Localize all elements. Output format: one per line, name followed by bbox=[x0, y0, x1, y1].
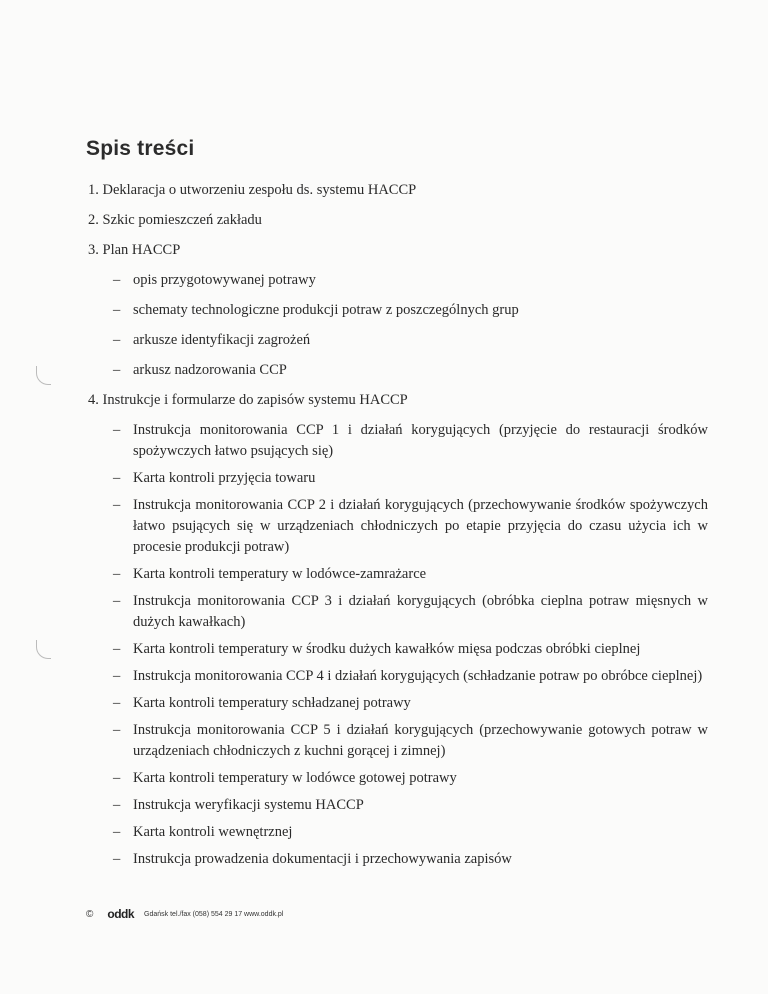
toc-section-title: 4. Instrukcje i formularze do zapisów systemu HACCP bbox=[88, 392, 408, 408]
toc-item: – Karta kontroli temperatury schładzanej potrawy bbox=[88, 693, 708, 714]
toc-item: – Instrukcja monitorowania CCP 4 i działań korygujących (schładzanie potraw po obróbce cieplnej) bbox=[88, 666, 708, 687]
toc-sublist bbox=[88, 420, 708, 870]
toc-section-4 bbox=[88, 390, 708, 870]
toc-item: – opis przygotowywanej potrawy bbox=[88, 270, 708, 291]
toc-section-title: 1. Deklaracja o utworzeniu zespołu ds. systemu HACCP bbox=[88, 182, 417, 198]
toc-section-1 bbox=[88, 180, 708, 201]
toc-sublist bbox=[88, 270, 708, 381]
page-footer bbox=[86, 906, 283, 922]
toc-item: – Instrukcja monitorowania CCP 1 i działań korygujących (przyjęcie do restauracji środków spożywczych łatwo psujących się) bbox=[88, 420, 708, 462]
toc-item: – arkusz nadzorowania CCP bbox=[88, 360, 708, 381]
scan-mark bbox=[36, 640, 51, 659]
toc-item: – schematy technologiczne produkcji potraw z poszczególnych grup bbox=[88, 300, 708, 321]
toc-item: – Karta kontroli temperatury w lodówce gotowej potrawy bbox=[88, 768, 708, 789]
toc-section-3 bbox=[88, 240, 708, 381]
toc-item: – Karta kontroli temperatury w środku dużych kawałków mięsa podczas obróbki cieplnej bbox=[88, 639, 708, 660]
toc-item: – Instrukcja weryfikacji systemu HACCP bbox=[88, 795, 708, 816]
toc-item: – Instrukcja monitorowania CCP 2 i działań korygujących (przechowywanie środków spożywczych łatwo psujących się w urządzeniach chłodniczych po etapie przyjęcia do czasu użycia ich w procesie produkcji potraw) bbox=[88, 495, 708, 558]
toc-item: – Karta kontroli przyjęcia towaru bbox=[88, 468, 708, 489]
page-title: Spis treści bbox=[86, 137, 195, 160]
publisher-logo: oddk bbox=[107, 907, 135, 921]
toc-item: – arkusze identyfikacji zagrożeń bbox=[88, 330, 708, 351]
toc-item: – Instrukcja monitorowania CCP 3 i działań korygujących (obróbka cieplna potraw mięsnych w dużych kawałkach) bbox=[88, 591, 708, 633]
toc-section-2 bbox=[88, 210, 708, 231]
copyright-symbol: © bbox=[86, 908, 94, 920]
toc-section-title: 3. Plan HACCP bbox=[88, 242, 181, 258]
toc-section-title: 2. Szkic pomieszczeń zakładu bbox=[88, 212, 262, 228]
publisher-contact: Gdańsk tel./fax (058) 554 29 17 www.oddk.pl bbox=[144, 910, 284, 918]
toc-item: – Karta kontroli temperatury w lodówce-zamrażarce bbox=[88, 564, 708, 585]
toc-item: – Instrukcja prowadzenia dokumentacji i przechowywania zapisów bbox=[88, 849, 708, 870]
table-of-contents bbox=[88, 180, 708, 876]
scan-mark bbox=[36, 366, 51, 385]
toc-item: – Karta kontroli wewnętrznej bbox=[88, 822, 708, 843]
toc-item: – Instrukcja monitorowania CCP 5 i działań korygujących (przechowywanie gotowych potraw w urządzeniach chłodniczych z kuchni gorącej i zimnej) bbox=[88, 720, 708, 762]
